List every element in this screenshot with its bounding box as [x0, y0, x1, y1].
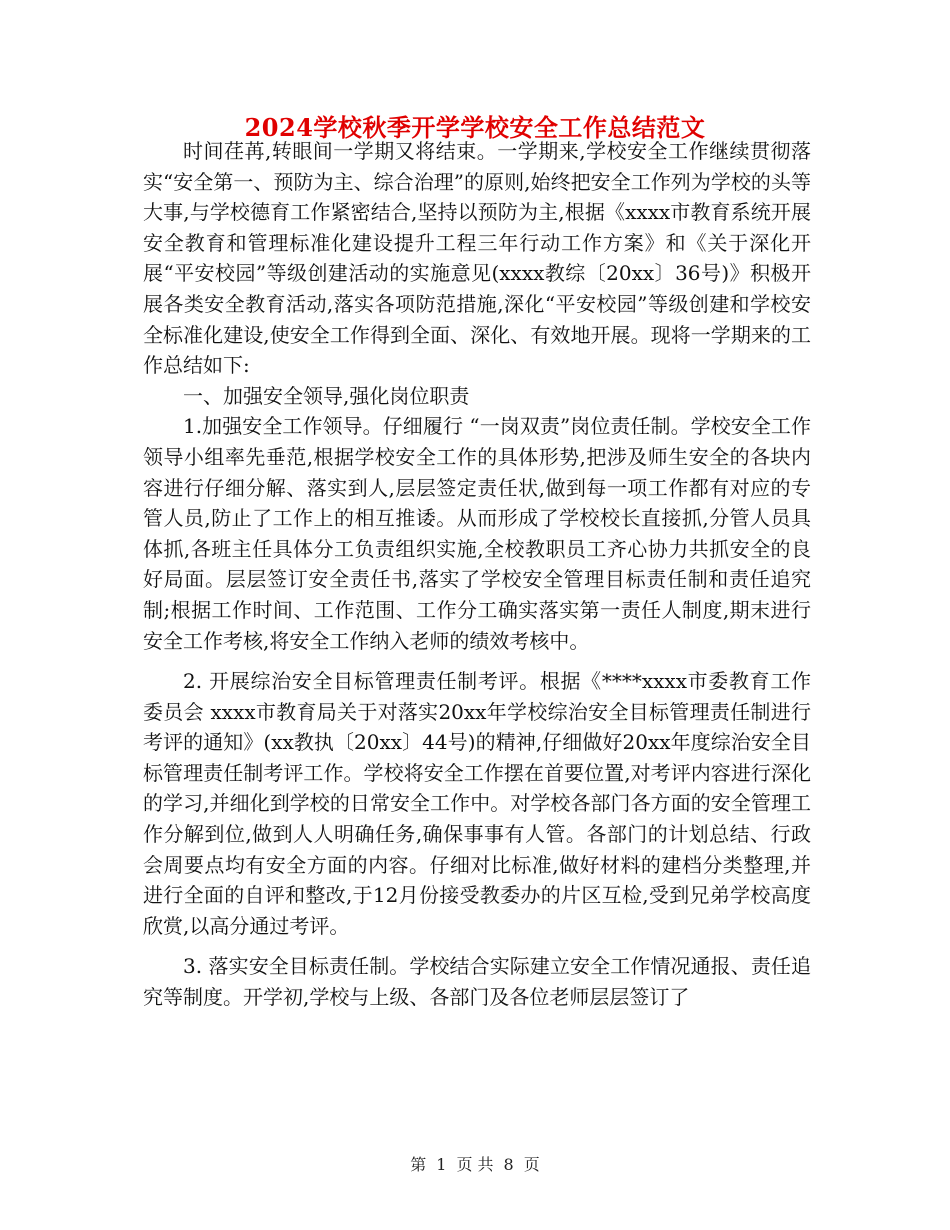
paragraph-intro: 时间荏苒,转眼间一学期又将结束。一学期来,学校安全工作继续贯彻落实“安全第一、预防为主、综合治理”的原则,始终把安全工作列为学校的头等大事,与学校德育工作紧密结合,坚持以预防为主,根据《xxxx市教育系统开展安全教育和管理标准化建设提升工程三年行动工作方案》和《关于深化开展“平安校园”等级创建活动的实施意见(xxxx教综〔20xx〕36号)》积极开展各类安全教育活动,落实各项防范措施,深化“平安校园”等级创建和学校安全标准化建设,使安全工作得到全面、深化、有效地开展。现将一学期来的工作总结如下:	[143, 139, 811, 378]
document-body	[143, 136, 811, 1013]
footer-middle: 页 共	[456, 1155, 494, 1174]
page-number: 1	[436, 1155, 447, 1174]
paragraph-item-3: 3. 落实安全目标责任制。学校结合实际建立安全工作情况通报、责任追究等制度。开学初,学校与上级、各部门及各位老师层层签订了	[143, 954, 811, 1010]
total-pages: 8	[503, 1155, 514, 1174]
page-footer	[0, 1154, 950, 1176]
footer-prefix: 第	[410, 1155, 427, 1174]
section-heading: 一、加强安全领导,强化岗位职责	[183, 383, 470, 408]
paragraph-item-2: 2. 开展综治安全目标管理责任制考评。根据《****xxxx市委教育工作委员会 xxxx市教育局关于对落实20xx年学校综治安全目标管理责任制进行考评的通知》(xx教执〔20xx〕44号)的精神,仔细做好20xx年度综治安全目标管理责任制考评工作。学校将安全工作摆在首要位置,对考评内容进行深化的学习,并细化到学校的日常安全工作中。对学校各部门各方面的安全管理工作分解到位,做到人人明确任务,确保事事有人管。各部门的计划总结、行政会周要点均有安全方面的内容。仔细对比标准,做好材料的建档分类整理,并进行全面的自评和整改,于12月份接受教委办的片区互检,受到兄弟学校高度欣赏,以高分通过考评。	[143, 669, 811, 938]
document-title: 2024学校秋季开学学校安全工作总结范文	[244, 113, 706, 142]
footer-suffix: 页	[523, 1155, 540, 1174]
paragraph-item-1: 1.加强安全工作领导。仔细履行 “一岗双责”岗位责任制。学校安全工作领导小组率先垂范,根据学校安全工作的具体形势,把涉及师生安全的各块内容进行仔细分解、落实到人,层层签定责任状,做到每一项工作都有对应的专管人员,防止了工作上的相互推诿。从而形成了学校校长直接抓,分管人员具体抓,各班主任具体分工负责组织实施,全校教职员工齐心协力共抓安全的良好局面。层层签订安全责任书,落实了学校安全管理目标责任制和责任追究制;根据工作时间、工作范围、工作分工确实落实第一责任人制度,期末进行安全工作考核,将安全工作纳入老师的绩效考核中。	[143, 414, 811, 653]
